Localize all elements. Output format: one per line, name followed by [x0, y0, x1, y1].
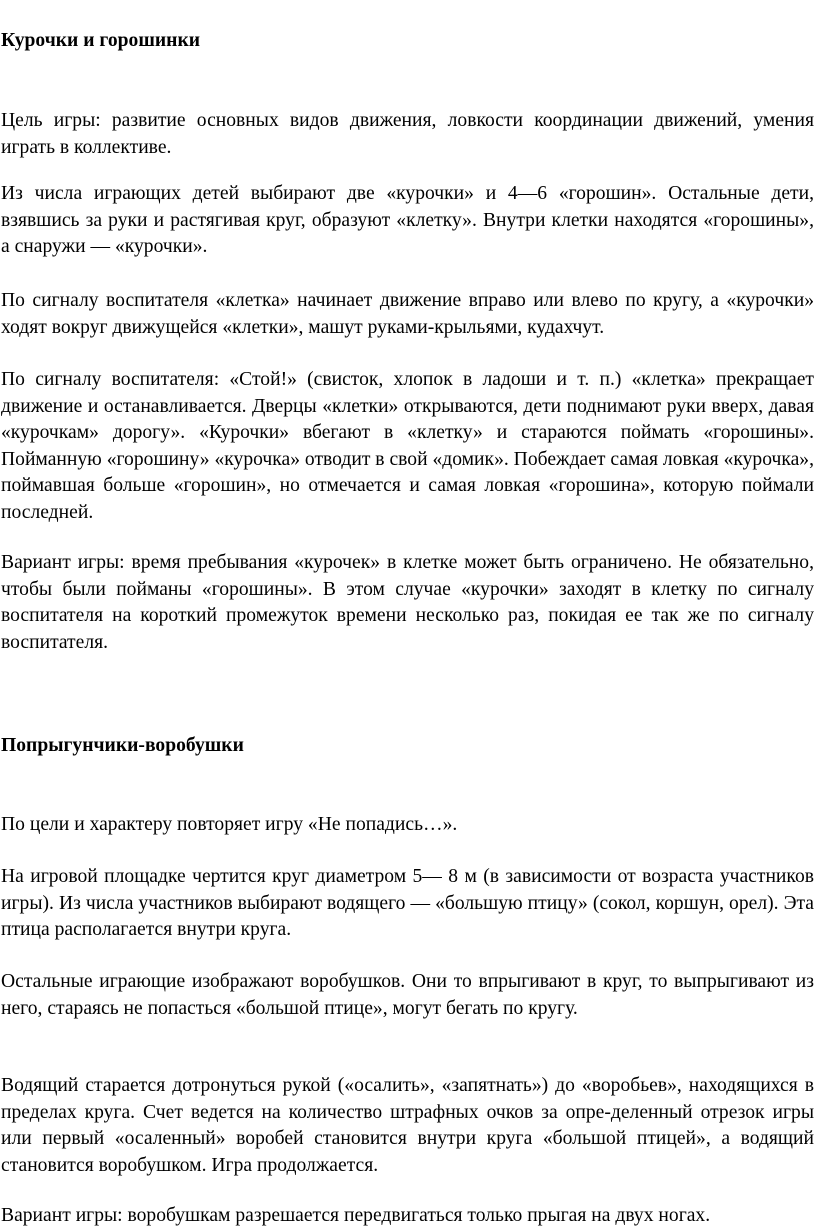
paragraph-purpose: По цели и характеру повторяет игру «Не попадись…». [1, 814, 458, 835]
paragraph-variant-kurochki: Вариант игры: время пребывания «курочек» в клетке может быть ограничено. Не обязательно, чтобы были пойманы «горошины». В этом случае «курочки» заходят в клетку по сигналу воспитателя на короткий промежуток времени несколько раз, покидая ее так же по сигналу воспитателя. [1, 552, 814, 653]
paragraph-variant-vorobushki: Вариант игры: воробушкам разрешается передвигаться только прыгая на двух ногах. [1, 1205, 711, 1226]
paragraph-circle: На игровой площадке чертится круг диаметром 5— 8 м (в зависимости от возраста участников игры). Из числа участников выбирают водящего — «большую птицу» (сокол, коршун, орел). Эта птица располагается внутри круга. [1, 866, 814, 940]
paragraph-signal-movement: По сигналу воспитателя «клетка» начинает движение вправо или влево по кругу, а «курочки» ходят вокруг движущейся «клетки», машут руками-крыльями, кудахчут. [1, 290, 814, 338]
paragraph-stop-signal: По сигналу воспитателя: «Стой!» (свисток, хлопок в ладоши и т. п.) «клетка» прекращает движение и останавливается. Дверцы «клетки» открываются, дети поднимают руки вверх, давая «курочкам» дорогу». «Курочки» вбегают в «клетку» и стараются поймать «горошины». Пойманную «горошину» «курочка» отводит в свой «домик». Побеждает самая ловкая «курочка», поймавшая больше «горошин», но отмечается и самая ловкая «горошина», которую поймали последней. [1, 369, 814, 523]
section-title-kurochki: Курочки и горошинки [1, 30, 201, 51]
section-title-vorobushki: Попрыгунчики-воробушки [1, 735, 244, 756]
paragraph-leader: Водящий старается дотронуться рукой («осалить», «запятнать») до «воробьев», находящихся в пределах круга. Счет ведется на количество штрафных очков за опре-деленный отрезок игры или первый «осаленный» воробей становится внутри круга «большой птицей», а водящий становится воробушком. Игра продолжается. [1, 1075, 814, 1176]
paragraph-selection: Из числа играющих детей выбирают две «курочки» и 4—6 «горошин». Остальные дети, взявшись за руки и растягивая круг, образуют «клетку». Внутри клетки находятся «горошины», а снаружи — «курочки». [1, 183, 814, 257]
paragraph-sparrows: Остальные играющие изображают воробушков. Они то впрыгивают в круг, то выпрыгивают из него, стараясь не попасться «большой птице», могут бегать по кругу. [1, 971, 814, 1019]
paragraph-goal: Цель игры: развитие основных видов движения, ловкости координации движений, умения играть в коллективе. [1, 110, 814, 158]
